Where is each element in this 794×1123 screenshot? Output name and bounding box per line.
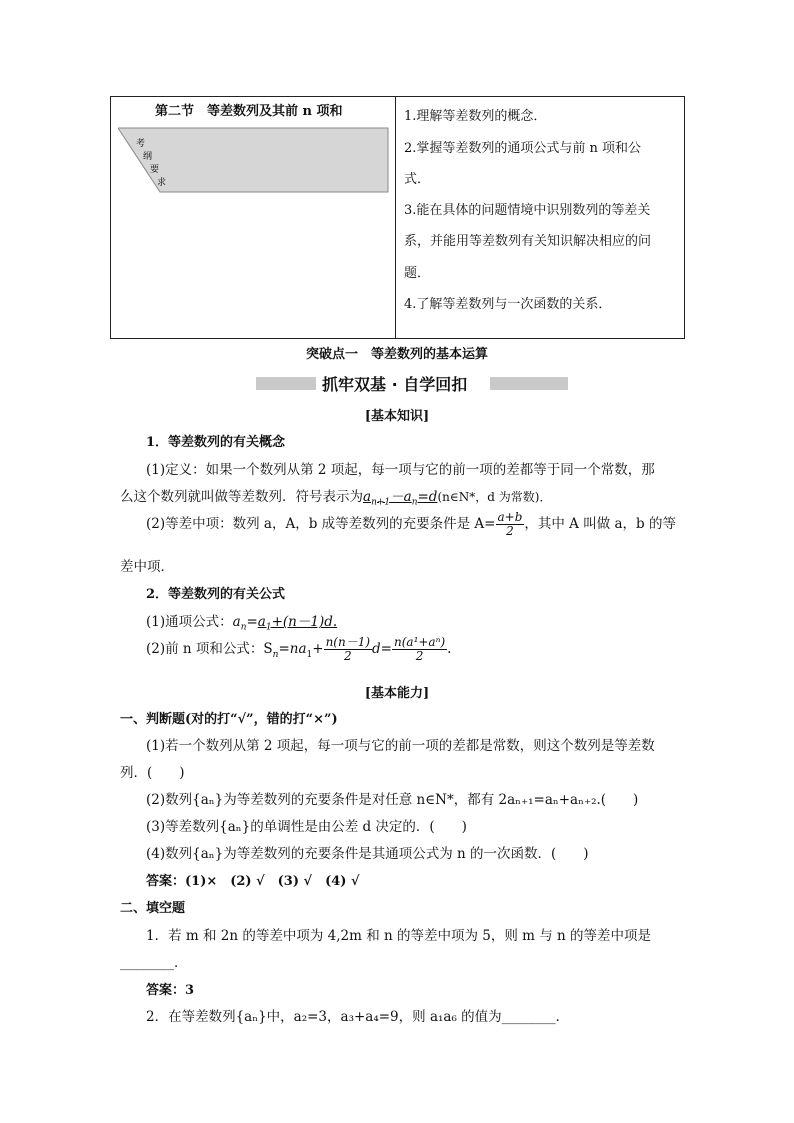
formula-tail: +(n－1)d. (271, 614, 338, 630)
formula-sub: n (272, 649, 279, 660)
fraction-denominator: 2 (415, 649, 424, 664)
formula-sub: n (240, 622, 247, 633)
requirement-line: 1.理解等差数列的概念． (404, 109, 547, 124)
general-term-line (146, 610, 338, 633)
formula-mid: －a (390, 489, 412, 505)
fraction-denominator: 2 (343, 649, 352, 664)
banner-bar-left (256, 377, 316, 390)
section-title: 第二节 等差数列及其前 n 项和 (155, 104, 343, 119)
requirement-line: 系，并能用等差数列有关知识解决相应的问 (404, 234, 652, 249)
judge-q4: (4)数列{aₙ}为等差数列的充要条件是其通项公式为 n 的一次函数．( ) (146, 846, 589, 862)
fraction-numerator: a+b (497, 510, 523, 524)
fraction-numerator: n(a¹+aⁿ) (394, 635, 446, 649)
middle-term-text: (2)等差中项：数列 a，A，b 成等差数列的充要条件是 A= (146, 516, 496, 533)
definition-line-2 (120, 485, 552, 508)
formula-sub: 1 (265, 622, 272, 633)
middle-term-line (146, 511, 676, 538)
breakthrough-heading: 突破点一 等差数列的基本运算 (305, 347, 488, 362)
sum-label: (2)前 n 项和公式：S (146, 641, 273, 658)
sum-fraction-1 (324, 636, 372, 663)
general-term-label: (1)通项公式： (146, 614, 233, 630)
syllabus-banner (118, 126, 390, 194)
basic-ability-heading: [基本能力] (364, 686, 430, 701)
middle-term-line-2: 差中项． (120, 559, 174, 575)
knowledge-2-title: 2．等差数列的有关公式 (146, 587, 286, 602)
fill-answer-1: 答案：3 (146, 983, 195, 998)
definition-line-1: (1)定义：如果一个数列从第 2 项起，每一项与它的前一项的差都等于同一个常数，那 (146, 462, 655, 478)
formula-plus: + (312, 641, 324, 658)
banner-char: 考 (136, 139, 146, 149)
judge-q1-line-2: 列．( ) (120, 765, 185, 781)
formula-eq: = (246, 614, 258, 630)
judge-q3: (3)等差数列{aₙ}的单调性是由公差 d 决定的．( ) (146, 819, 467, 835)
banner-bar-right (490, 377, 568, 390)
middle-term-fraction (496, 511, 525, 538)
table-divider (395, 96, 396, 339)
judge-q1-line-1: (1)若一个数列从第 2 项起，每一项与它的前一项的差都是常数，则这个数列是等差数 (146, 738, 655, 754)
judge-q2: (2)数列{aₙ}为等差数列的充要条件是对任意 n∈N*，都有 2aₙ₊₁=aₙ+aₙ₊₂.( ) (146, 792, 639, 808)
section-banner: 抓牢双基 · 自学回扣 (322, 375, 468, 394)
requirement-line: 式． (404, 172, 431, 187)
banner-char: 求 (157, 178, 167, 188)
knowledge-1-title: 1．等差数列的有关概念 (146, 435, 286, 450)
formula-sub: n+1 (371, 497, 391, 508)
fraction-numerator: n(n－1) (325, 635, 371, 649)
sum-formula-line (146, 636, 451, 663)
definition-text: 么这个数列就叫做等差数列．符号表示为 (120, 489, 363, 505)
formula-end: . (447, 641, 452, 658)
formula-eq: =d (417, 489, 438, 505)
basic-knowledge-heading: [基本知识] (364, 409, 430, 424)
formula-a: a (257, 614, 266, 630)
formula-underlined (257, 614, 338, 633)
requirement-line: 题． (404, 266, 431, 281)
formula-eq: =na (278, 641, 307, 658)
fill-title: 二、填空题 (120, 901, 186, 916)
fill-q1-line-1: 1．若 m 和 2n 的等差中项为 4,2m 和 n 的等差中项为 5，则 m 与 n 的等差中项是 (146, 928, 652, 944)
fill-q1-line-2: ________． (120, 955, 188, 971)
sum-fraction-2 (392, 636, 447, 663)
formula-sub: n (411, 497, 418, 508)
judge-answer: 答案：(1)× (2) √ (3) √ (4) √ (146, 874, 360, 889)
definition-formula (363, 489, 438, 508)
banner-char: 要 (150, 165, 160, 175)
formula-d: d= (372, 641, 392, 658)
middle-term-text: ，其中 A 叫做 a，b 的等 (524, 516, 676, 533)
requirement-line: 2.掌握等差数列的通项公式与前 n 项和公 (404, 141, 642, 156)
fraction-denominator: 2 (506, 524, 514, 539)
fill-q2: 2．在等差数列{aₙ}中，a₂=3，a₃+a₄=9，则 a₁a₆ 的值为________． (146, 1009, 570, 1025)
banner-char: 纲 (143, 152, 153, 162)
formula-a: a (232, 614, 241, 630)
judge-title: 一、判断题(对的打“√”，错的打“×”) (120, 712, 338, 727)
definition-tail: (n∈N*，d 为常数)． (437, 490, 552, 504)
formula-a: a (363, 489, 372, 505)
requirement-line: 3.能在具体的问题情境中识别数列的等差关 (404, 203, 651, 218)
formula-sub: 1 (306, 649, 313, 660)
requirement-line: 4.了解等差数列与一次函数的关系． (404, 297, 612, 312)
